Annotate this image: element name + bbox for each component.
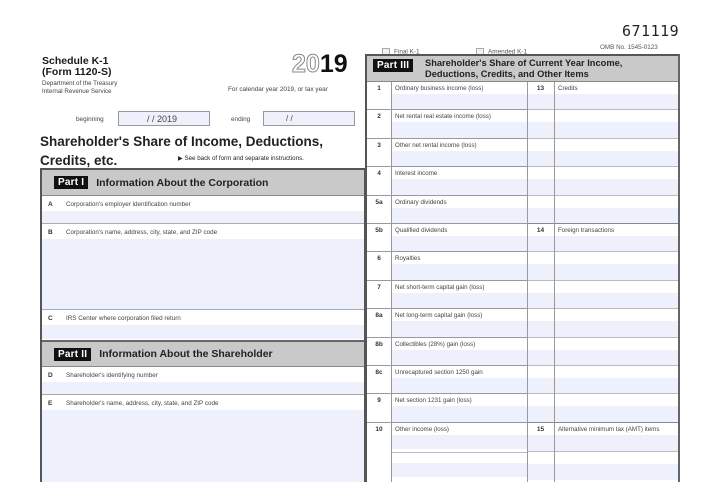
line-14-number: 14 — [536, 227, 545, 234]
line-5a-ordinary-dividends[interactable] — [367, 196, 527, 224]
field-letter: E — [48, 400, 53, 407]
part-3-section — [365, 54, 680, 482]
field-fill — [42, 211, 364, 223]
field-fill — [392, 321, 527, 337]
field-fill — [527, 293, 678, 308]
line-number: 8a — [375, 312, 383, 319]
part-3-tag: Part III — [373, 59, 413, 72]
department — [42, 80, 117, 96]
line-label: Ordinary dividends — [395, 199, 447, 206]
main-title — [40, 132, 323, 170]
part-3-title-line2: Deductions, Credits, and Other Items — [425, 69, 589, 79]
field-fill — [392, 350, 527, 365]
field-fill — [392, 208, 527, 223]
part-2-title: Information About the Shareholder — [99, 348, 273, 360]
line-label: Unrecaptured section 1250 gain — [395, 369, 483, 376]
line-1-ordinary-business-income[interactable] — [367, 82, 527, 110]
line-label: Net section 1231 gain (loss) — [395, 397, 472, 404]
line-label: Royalties — [395, 255, 421, 262]
line-13-entry[interactable] — [527, 82, 678, 110]
part-1-2-section — [40, 168, 366, 482]
line-number: 8b — [375, 341, 383, 348]
field-fill — [392, 94, 527, 109]
field-fill — [392, 463, 527, 477]
part-3-title-line1: Shareholder's Share of Current Year Income, — [425, 58, 623, 68]
final-k1-label: Final K-1 — [394, 48, 420, 56]
field-fill — [392, 378, 527, 393]
line-9-section-1231-gain[interactable] — [367, 394, 527, 423]
field-fill — [527, 464, 678, 480]
line-2-net-rental-real-estate[interactable] — [367, 110, 527, 139]
field-fill — [527, 236, 678, 251]
field-fill — [527, 378, 678, 393]
field-fill — [527, 151, 678, 166]
line-8a-long-term-gain[interactable] — [367, 309, 527, 338]
line-number: 5b — [375, 227, 383, 234]
see-back-note: ▶ See back of form and separate instructions. — [178, 155, 304, 162]
line-label: Collectibles (28%) gain (loss) — [395, 341, 476, 348]
ending-date-input[interactable]: / / — [263, 111, 355, 126]
field-fill — [392, 435, 527, 449]
part-1-header — [42, 170, 364, 196]
main-title-line1: Shareholder's Share of Income, Deductions, — [40, 134, 324, 149]
field-label: IRS Center where corporation filed return — [66, 315, 181, 322]
field-fill — [527, 435, 678, 451]
line-label: Net rental real estate income (loss) — [395, 113, 491, 120]
part-2-tag: Part II — [54, 348, 91, 361]
field-label: Shareholder's identifying number — [66, 372, 158, 379]
line-14-entry[interactable] — [527, 394, 678, 423]
tax-year-solid: 19 — [319, 50, 348, 78]
field-fill — [392, 406, 527, 422]
field-fill — [527, 94, 678, 109]
amended-k1-label: Amended K-1 — [488, 48, 528, 56]
beginning-date-input[interactable]: / / 2019 — [118, 111, 210, 126]
field-letter: C — [48, 315, 53, 322]
department-line2: Internal Revenue Service — [42, 88, 112, 95]
line-8c-unrecaptured-1250-gain[interactable] — [367, 366, 527, 394]
line-label: Interest income — [395, 170, 438, 177]
part-3-header — [367, 56, 678, 82]
line-number: 6 — [377, 255, 381, 262]
form-number: 671119 — [622, 22, 680, 40]
line-5b-qualified-dividends[interactable] — [367, 224, 527, 252]
field-fill — [392, 236, 527, 251]
line-13-label: Credits — [558, 85, 578, 92]
field-fill — [42, 410, 364, 482]
field-letter: B — [48, 229, 53, 236]
schedule-title-line2: (Form 1120-S) — [42, 66, 112, 78]
line-14-entry[interactable] — [527, 281, 678, 309]
line-number: 9 — [377, 397, 381, 404]
field-letter: A — [48, 201, 53, 208]
field-fill — [392, 293, 527, 308]
divider — [392, 452, 527, 453]
field-fill — [392, 151, 527, 166]
line-4-interest-income[interactable] — [367, 167, 527, 196]
part-3-title — [425, 58, 622, 80]
divider — [527, 82, 528, 482]
field-fill — [42, 325, 364, 339]
line-13-number: 13 — [536, 85, 545, 92]
tax-year-outline: 20 — [292, 50, 320, 78]
field-fill — [527, 406, 678, 422]
field-letter: D — [48, 372, 53, 379]
field-fill — [392, 264, 527, 280]
field-fill — [527, 264, 678, 280]
field-fill — [42, 382, 364, 394]
line-14-entry[interactable] — [527, 252, 678, 281]
field-fill — [527, 179, 678, 195]
line-14-entry[interactable] — [527, 224, 678, 252]
line-label: Other income (loss) — [395, 426, 449, 433]
part-1-tag: Part I — [54, 176, 88, 189]
field-fill — [527, 321, 678, 337]
part-2-header — [42, 340, 364, 367]
line-14-entry[interactable] — [527, 338, 678, 366]
line-14-entry[interactable] — [527, 366, 678, 394]
line-6-royalties[interactable] — [367, 252, 527, 281]
line-number: 1 — [377, 85, 381, 92]
schedule-title — [42, 56, 111, 78]
line-number: 3 — [377, 142, 381, 149]
field-fill — [392, 122, 527, 138]
tax-year — [292, 50, 348, 78]
field-label: Corporation's name, address, city, state, and ZIP code — [66, 229, 218, 236]
line-label: Qualified dividends — [395, 227, 448, 234]
part-3-grid — [367, 82, 678, 482]
line-number: 4 — [377, 170, 381, 177]
field-fill — [392, 179, 527, 195]
ending-label: ending — [231, 116, 251, 123]
field-fill — [527, 122, 678, 138]
beginning-label: beginning — [76, 116, 104, 123]
line-15-entry[interactable] — [527, 452, 678, 482]
field-b-corp-name-address[interactable] — [42, 224, 364, 310]
line-13-entry[interactable] — [527, 196, 678, 224]
field-fill — [527, 350, 678, 365]
line-7-short-term-gain[interactable] — [367, 281, 527, 309]
line-13-entry[interactable] — [527, 110, 678, 139]
line-label: Ordinary business income (loss) — [395, 85, 484, 92]
field-c-irs-center[interactable] — [42, 310, 364, 340]
line-14-label: Foreign transactions — [558, 227, 615, 234]
field-label: Corporation's employer identification number — [66, 201, 191, 208]
line-13-entry[interactable] — [527, 139, 678, 167]
schedule-title-line1: Schedule K-1 — [42, 55, 109, 67]
line-label: Net short-term capital gain (loss) — [395, 284, 485, 291]
part-1-title: Information About the Corporation — [96, 176, 269, 189]
line-number: 5a — [375, 199, 383, 206]
line-number: 7 — [377, 284, 381, 291]
line-number: 8c — [375, 369, 383, 376]
field-e-shareholder-name-address[interactable] — [42, 395, 364, 482]
line-8b-collectibles-gain[interactable] — [367, 338, 527, 366]
field-d-shareholder-id[interactable] — [42, 367, 364, 395]
field-label: Shareholder's name, address, city, state, and ZIP code — [66, 400, 219, 407]
calendar-year-text: For calendar year 2019, or tax year — [228, 86, 328, 93]
line-number: 10 — [375, 426, 383, 433]
main-title-line2: Credits, etc. — [40, 153, 118, 168]
line-3-other-net-rental[interactable] — [367, 139, 527, 167]
line-15-entry[interactable] — [527, 423, 678, 452]
field-fill — [42, 239, 364, 309]
field-a-ein[interactable] — [42, 196, 364, 224]
department-line1: Department of the Treasury — [42, 80, 118, 87]
divider — [554, 82, 555, 482]
line-15-label: Alternative minimum tax (AMT) items — [558, 426, 660, 433]
line-number: 2 — [377, 113, 381, 120]
line-13-entry[interactable] — [527, 167, 678, 196]
line-15-number: 15 — [536, 426, 545, 433]
line-label: Net long-term capital gain (loss) — [395, 312, 483, 319]
field-fill — [527, 208, 678, 223]
line-label: Other net rental income (loss) — [395, 142, 477, 149]
omb-number: OMB No. 1545-0123 — [600, 44, 658, 51]
line-14-entry[interactable] — [527, 309, 678, 338]
